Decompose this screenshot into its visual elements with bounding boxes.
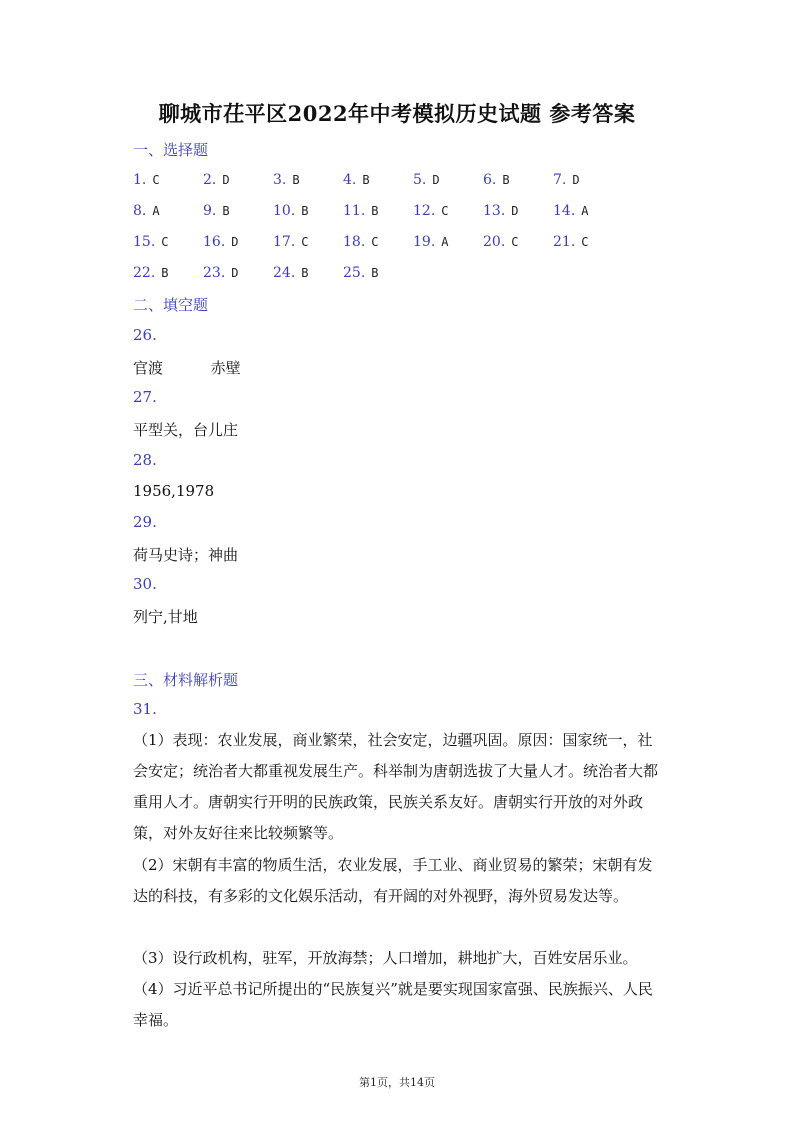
- mc-answer-item: [483, 234, 519, 250]
- question-number-30: 30.: [133, 575, 157, 593]
- mc-answer-item: [343, 172, 370, 188]
- mc-answer-letter: A: [441, 235, 449, 249]
- mc-question-number: 19.: [413, 234, 436, 250]
- mc-question-number: 22.: [133, 265, 156, 281]
- mc-answer-item: [133, 203, 160, 219]
- mc-answer-letter: B: [362, 173, 370, 187]
- mc-answer-item: [483, 203, 519, 219]
- mc-question-number: 1.: [133, 172, 147, 188]
- mc-answer-item: [413, 234, 449, 250]
- mc-answer-item: [273, 172, 300, 188]
- mc-answer-letter: D: [432, 173, 440, 187]
- mc-answer-letter: B: [222, 204, 230, 218]
- mc-question-number: 7.: [553, 172, 567, 188]
- mc-answer-letter: B: [161, 266, 169, 280]
- mc-answer-item: [203, 265, 239, 281]
- mc-answer-letter: D: [231, 266, 239, 280]
- mc-answer-letter: C: [581, 235, 589, 249]
- mc-question-number: 14.: [553, 203, 576, 219]
- answer-31-part-4: （4）习近平总书记所提出的“民族复兴”就是要实现国家富强、民族振兴、人民幸福。: [133, 980, 653, 1029]
- mc-answer-item: [203, 234, 239, 250]
- mc-question-number: 16.: [203, 234, 226, 250]
- mc-answer-letter: D: [572, 173, 580, 187]
- mc-answer-letter: B: [371, 204, 379, 218]
- mc-question-number: 25.: [343, 265, 366, 281]
- mc-question-number: 15.: [133, 234, 156, 250]
- mc-question-number: 11.: [343, 203, 366, 219]
- section-heading-fill: 二、填空题: [133, 296, 209, 314]
- mc-question-number: 20.: [483, 234, 506, 250]
- mc-answer-letter: C: [152, 173, 160, 187]
- mc-question-number: 12.: [413, 203, 436, 219]
- answer-31-part-2: （2）宋朝有丰富的物质生活，农业发展，手工业、商业贸易的繁荣；宋朝有发达的科技，有多彩的文化娱乐活动，有开阔的对外视野，海外贸易发达等。: [133, 856, 653, 905]
- mc-answer-item: [553, 234, 589, 250]
- answer-29: 荷马史诗；神曲: [133, 546, 239, 564]
- mc-question-number: 8.: [133, 203, 147, 219]
- mc-answer-letter: A: [152, 204, 160, 218]
- mc-answer-letter: B: [502, 173, 510, 187]
- mc-question-number: 6.: [483, 172, 497, 188]
- answer-26: 官渡 赤壁: [133, 359, 241, 377]
- mc-answer-letter: C: [371, 235, 379, 249]
- mc-answer-letter: C: [161, 235, 169, 249]
- section-heading-choice: 一、选择题: [133, 141, 209, 159]
- mc-answer-item: [273, 234, 309, 250]
- mc-question-number: 24.: [273, 265, 296, 281]
- mc-answer-letter: B: [301, 266, 309, 280]
- answer-30: 列宁,甘地: [133, 608, 198, 626]
- mc-answer-letter: D: [222, 173, 230, 187]
- mc-answer-letter: D: [511, 204, 519, 218]
- mc-answer-letter: A: [581, 204, 589, 218]
- mc-answer-item: [133, 172, 160, 188]
- question-number-29: 29.: [133, 513, 157, 531]
- mc-question-number: 4.: [343, 172, 357, 188]
- mc-answer-letter: C: [301, 235, 309, 249]
- mc-answer-letter: B: [301, 204, 309, 218]
- mc-answer-letter: C: [441, 204, 449, 218]
- mc-answer-item: [413, 203, 449, 219]
- mc-answer-letter: C: [511, 235, 519, 249]
- mc-question-number: 9.: [203, 203, 217, 219]
- mc-answer-item: [273, 265, 309, 281]
- mc-answer-item: [343, 234, 379, 250]
- page-title: 聊城市茌平区2022年中考模拟历史试题 参考答案: [158, 101, 636, 126]
- answer-31-part-3: （3）设行政机构，驻军，开放海禁；人口增加，耕地扩大，百姓安居乐业。: [133, 949, 638, 967]
- mc-answer-item: [343, 265, 379, 281]
- page-footer: 第1页，共14页: [359, 1076, 435, 1089]
- question-number-28: 28.: [133, 451, 157, 469]
- mc-question-number: 5.: [413, 172, 427, 188]
- mc-question-number: 3.: [273, 172, 287, 188]
- mc-question-number: 21.: [553, 234, 576, 250]
- mc-question-number: 13.: [483, 203, 506, 219]
- mc-answer-letter: B: [371, 266, 379, 280]
- question-number-27: 27.: [133, 388, 157, 406]
- mc-answer-item: [343, 203, 379, 219]
- answer-31-part-1: （1）表现：农业发展，商业繁荣，社会安定，边疆巩固。原因：国家统一，社会安定；统治者大都重视发展生产。科举制为唐朝选拔了大量人才。统治者大都重用人才。唐朝实行开明的民族政策，民族关系友好。唐朝实行开放的对外政策，对外友好往来比较频繁等。: [133, 731, 659, 842]
- mc-answer-item: [273, 203, 309, 219]
- mc-answer-letter: B: [292, 173, 300, 187]
- mc-question-number: 10.: [273, 203, 296, 219]
- question-number-31: 31.: [133, 700, 157, 718]
- mc-answer-item: [203, 203, 230, 219]
- section-heading-material: 三、材料解析题: [133, 671, 239, 689]
- mc-answer-item: [203, 172, 230, 188]
- mc-question-number: 18.: [343, 234, 366, 250]
- mc-answer-letter: D: [231, 235, 239, 249]
- mc-question-number: 17.: [273, 234, 296, 250]
- mc-answer-item: [553, 203, 589, 219]
- mc-answer-item: [133, 234, 169, 250]
- mc-answer-item: [553, 172, 580, 188]
- answer-28: 1956,1978: [133, 482, 215, 500]
- mc-answer-item: [413, 172, 440, 188]
- mc-question-number: 23.: [203, 265, 226, 281]
- mc-question-number: 2.: [203, 172, 217, 188]
- mc-answer-item: [483, 172, 510, 188]
- answer-27: 平型关，台儿庄: [133, 421, 239, 439]
- mc-answer-item: [133, 265, 169, 281]
- question-number-26: 26.: [133, 326, 157, 344]
